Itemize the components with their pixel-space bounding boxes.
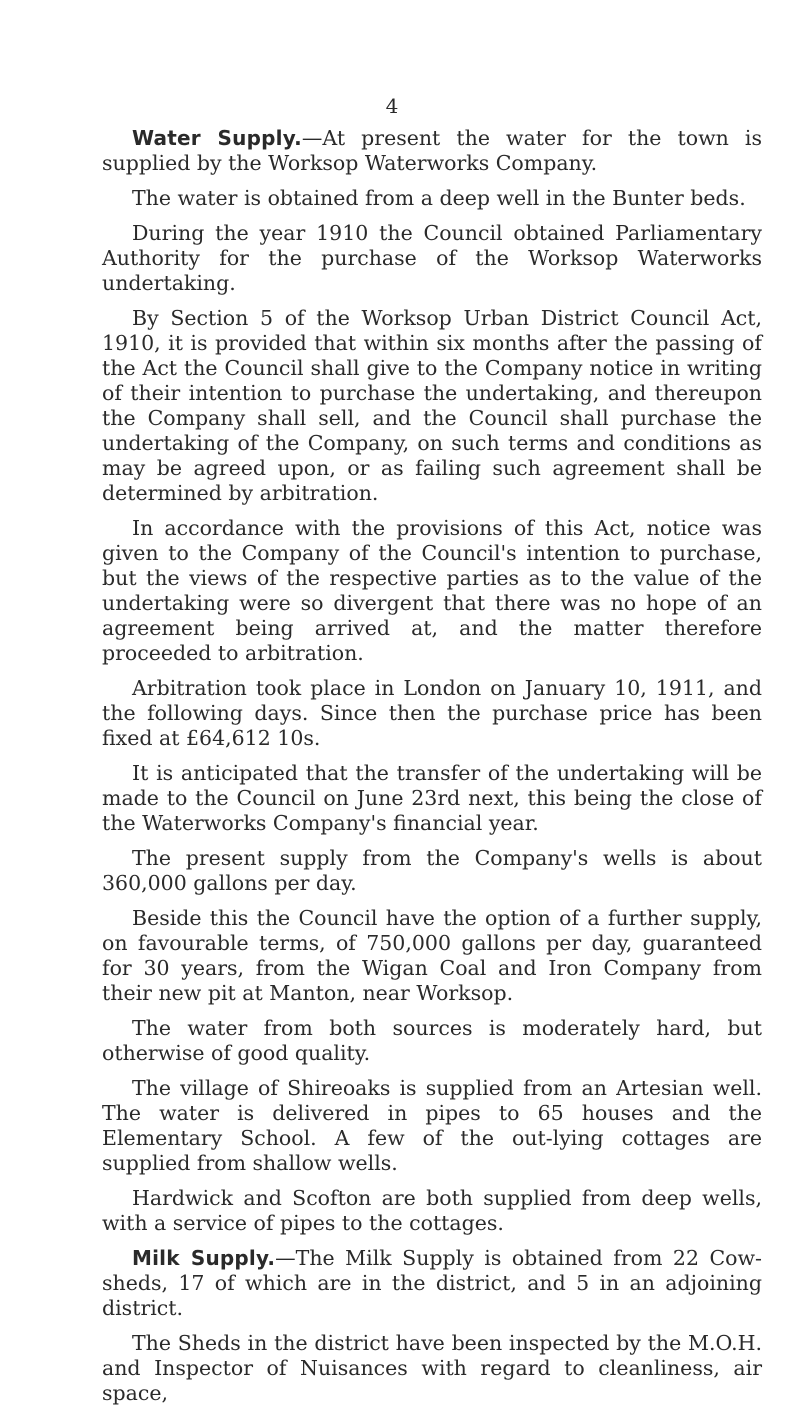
body-text — [102, 126, 762, 1416]
paragraph-water-supply — [102, 126, 762, 176]
paragraph: Beside this the Council have the option of a further supply, on favourable terms, of 750,000 gallons per day, guaranteed for 30 years, from the Wigan Coal and Iron Company from their new pit at Manton, near Worksop. — [102, 906, 762, 1005]
paragraph-text: —The Milk Supply is obtained from 22 Cow-sheds, 17 of which are in the district, and 5 in an adjoining district. — [102, 1246, 762, 1320]
paragraph: The present supply from the Company's wells is about 360,000 gallons per day. — [102, 846, 762, 895]
paragraph-text: —At present the water for the town is supplied by the Worksop Waterworks Company. — [102, 126, 762, 175]
paragraph: The water is obtained from a deep well in the Bunter beds. — [132, 186, 746, 210]
paragraph: Arbitration took place in London on January 10, 1911, and the following days. Since then the purchase price has been fixed at £64,612 10s. — [102, 676, 762, 750]
section-heading-water-supply: Water Supply. — [132, 126, 302, 150]
paragraph: By Section 5 of the Worksop Urban District Council Act, 1910, it is provided that within six months after the passing of the Act the Council shall give to the Company notice in writing of their intention to purchase the undertaking, and thereupon the Company shall sell, and the Council shall purchase the undertaking of the Company, on such terms and conditions as may be agreed upon, or as failing such agreement shall be determined by arbitration. — [102, 306, 762, 505]
paragraph: During the year 1910 the Council obtained Parliamentary Authority for the purchase of the Worksop Waterworks undertaking. — [102, 221, 762, 295]
paragraph: The Sheds in the district have been inspected by the M.O.H. and Inspector of Nuisances with regard to cleanliness, air space, — [102, 1331, 762, 1405]
paragraph: Hardwick and Scofton are both supplied from deep wells, with a service of pipes to the cottages. — [102, 1186, 762, 1235]
paragraph: It is anticipated that the transfer of the undertaking will be made to the Council on June 23rd next, this being the close of the Waterworks Company's financial year. — [102, 761, 762, 835]
paragraph: The water from both sources is moderately hard, but otherwise of good quality. — [102, 1016, 762, 1065]
page-number: 4 — [385, 94, 399, 118]
section-heading-milk-supply: Milk Supply. — [132, 1246, 276, 1270]
paragraph-milk-supply — [102, 1246, 762, 1321]
paragraph: In accordance with the provisions of this Act, notice was given to the Company of the Council's intention to purchase, but the views of the respective parties as to the value of the undertaking were so divergent that there was no hope of an agreement being arrived at, and the matter therefore proceeded to arbitration. — [102, 516, 762, 665]
paragraph: The village of Shireoaks is supplied from an Artesian well. The water is delivered in pipes to 65 houses and the Elementary School. A few of the out-lying cottages are supplied from shallow wells. — [102, 1076, 762, 1175]
